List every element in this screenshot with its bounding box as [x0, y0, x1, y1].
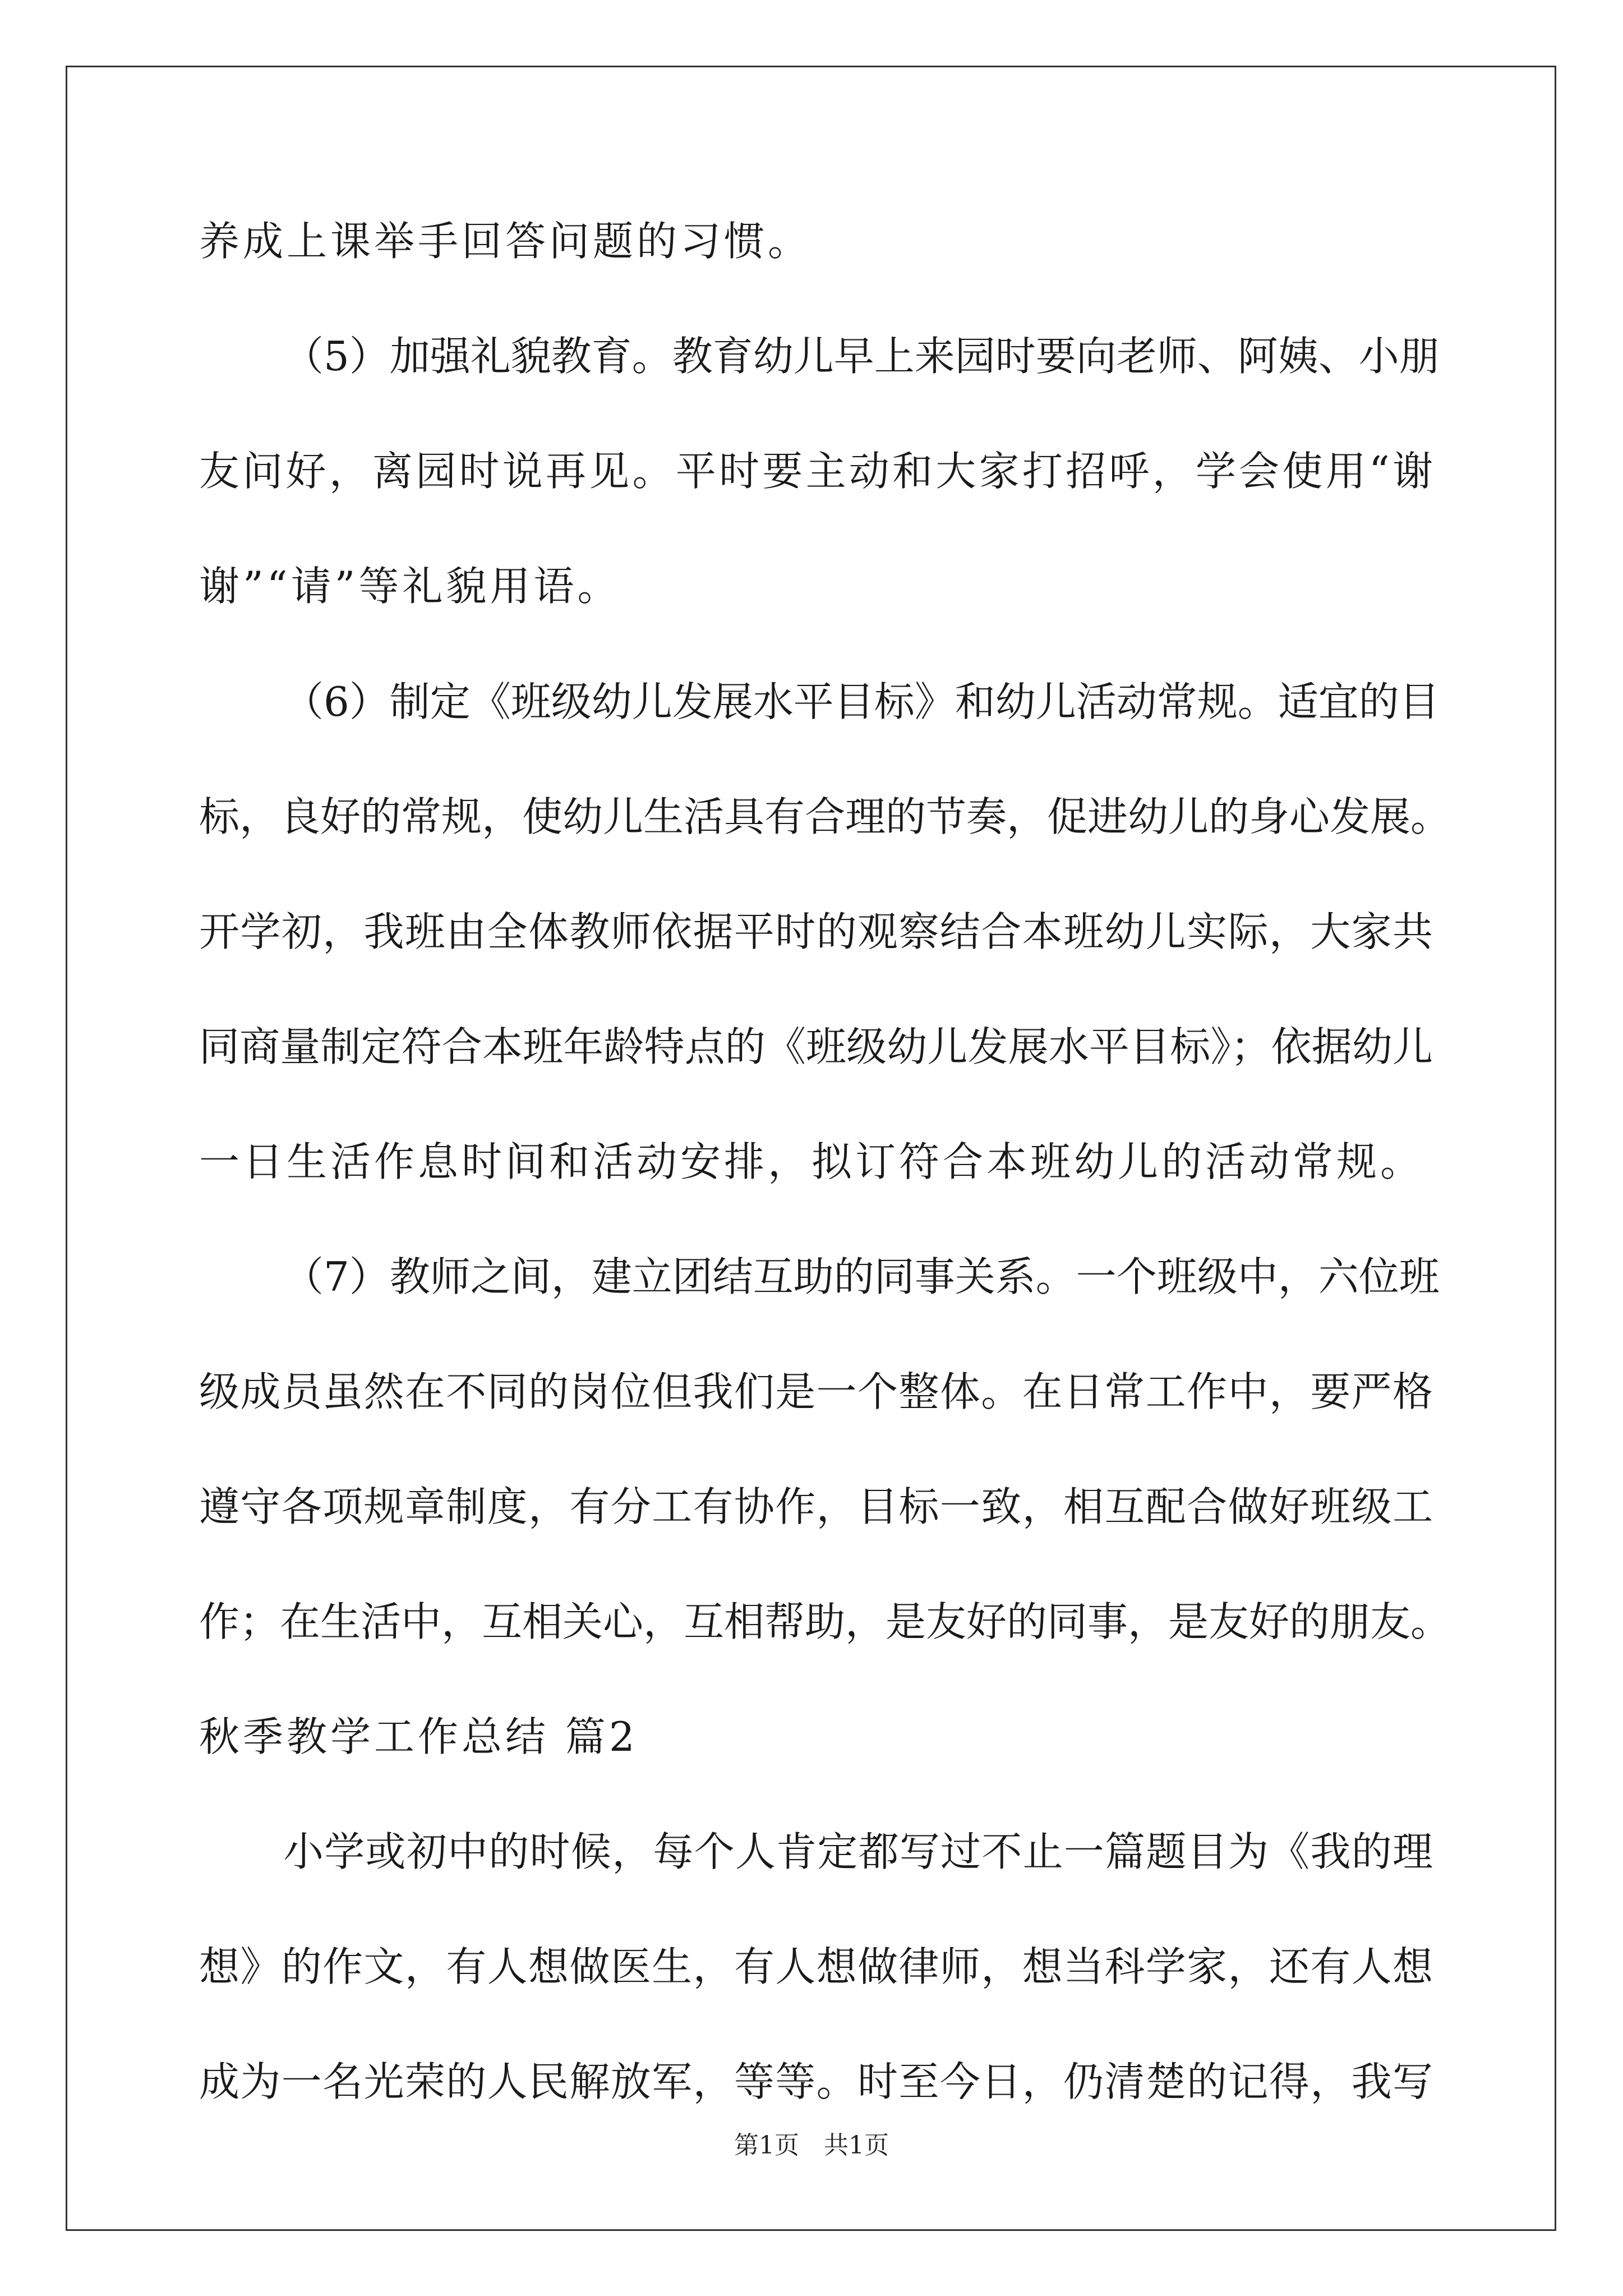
text-line: 成为一名光荣的人民解放军，等等。时至今日，仍清楚的记得，我写 — [199, 2058, 1433, 2105]
text-line: 小学或初中的时候，每个人肯定都写过不止一篇题目为《我的理 — [283, 1828, 1433, 1875]
text-line: （7）教师之间，建立团结互助的同事关系。一个班级中，六位班 — [283, 1253, 1440, 1300]
text-line: 养成上课举手回答问题的习惯。 — [199, 218, 812, 265]
text-line: 级成员虽然在不同的岗位但我们是一个整体。在日常工作中，要严格 — [199, 1368, 1433, 1415]
text-line: 标，良好的常规，使幼儿生活具有合理的节奏，促进幼儿的身心发展。 — [199, 793, 1451, 840]
text-line: 谢”“请”等礼貌用语。 — [199, 563, 621, 610]
text-line: （6）制定《班级幼儿发展水平目标》和幼儿活动常规。适宜的目 — [283, 678, 1440, 725]
page-footer: 第1页 共1页 — [734, 2131, 889, 2160]
text-line: 友问好，离园时说再见。平时要主动和大家打招呼，学会使用“谢 — [199, 448, 1433, 495]
section-heading: 秋季教学工作总结 篇2 — [199, 1713, 638, 1760]
text-line: 开学初，我班由全体教师依据平时的观察结合本班幼儿实际，大家共 — [199, 908, 1433, 955]
text-line: 作；在生活中，互相关心，互相帮助，是友好的同事，是友好的朋友。 — [199, 1598, 1451, 1645]
text-line: 一日生活作息时间和活动安排，拟订符合本班幼儿的活动常规。 — [199, 1138, 1424, 1185]
text-line: 想》的作文，有人想做医生，有人想做律师，想当科学家，还有人想 — [199, 1943, 1433, 1990]
text-line: 遵守各项规章制度，有分工有协作，目标一致，相互配合做好班级工 — [199, 1483, 1433, 1530]
text-line: （5）加强礼貌教育。教育幼儿早上来园时要向老师、阿姨、小朋 — [283, 333, 1440, 380]
text-line: 同商量制定符合本班年龄特点的《班级幼儿发展水平目标》；依据幼儿 — [199, 1023, 1433, 1070]
